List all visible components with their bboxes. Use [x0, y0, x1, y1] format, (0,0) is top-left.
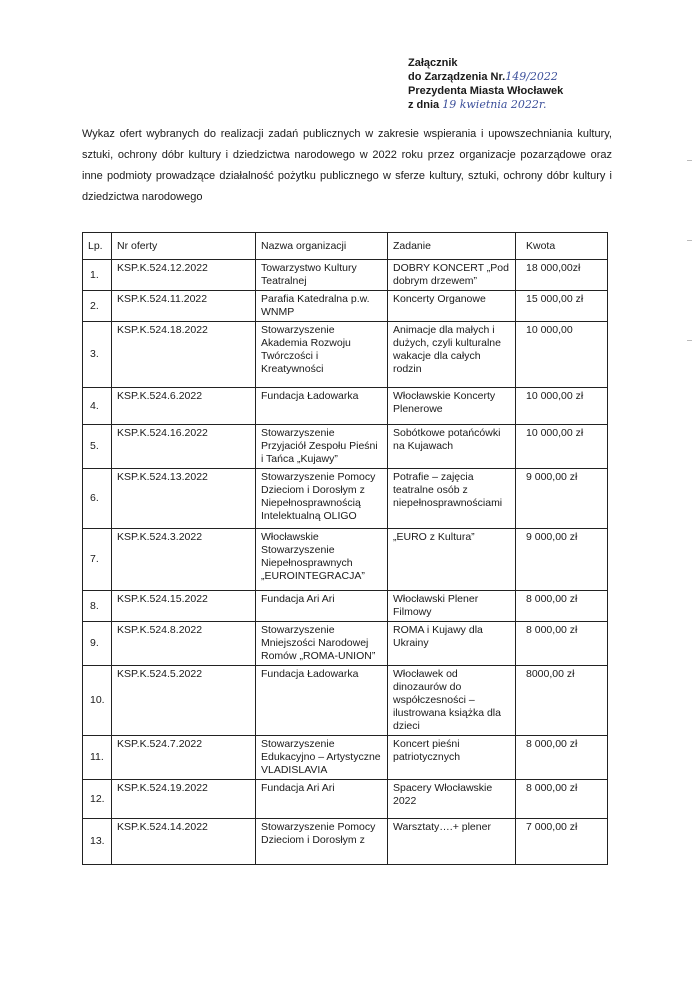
table-row: [83, 736, 608, 780]
organization-cell: Fundacja Ładowarka: [256, 388, 388, 425]
task-cell: Spacery Włocławskie 2022: [388, 780, 516, 819]
table-row: [83, 388, 608, 425]
row-number: 3.: [83, 322, 112, 388]
row-number: 1.: [83, 260, 112, 291]
amount-cell: 18 000,00zł: [516, 260, 608, 291]
amount-cell: 10 000,00 zł: [516, 388, 608, 425]
task-cell: ROMA i Kujawy dla Ukrainy: [388, 622, 516, 666]
date-line: [408, 98, 658, 112]
offer-number-cell: KSP.K.524.14.2022: [112, 819, 256, 865]
offer-number-cell: KSP.K.524.8.2022: [112, 622, 256, 666]
offer-number-cell: KSP.K.524.6.2022: [112, 388, 256, 425]
intro-paragraph: Wykaz ofert wybranych do realizacji zadań publicznych w zakresie wspierania i upowszechniania kultury, sztuki, ochrony dóbr kultury i dziedzictwa narodowego w 2022 roku przez organizacje pozarządowe oraz inne podmioty prowadzące działalność pożytku publicznego w sferze kultury, sztuki, ochrony dóbr kultury i dziedzictwa narodowego: [82, 128, 612, 203]
table-body: [83, 260, 608, 865]
row-number: 8.: [83, 591, 112, 622]
column-header-offer-number: Nr oferty: [112, 233, 256, 260]
task-cell: Włocławek od dinozaurów do współczesności – ilustrowana książka dla dzieci: [388, 666, 516, 736]
table-row: [83, 291, 608, 322]
offer-number-cell: KSP.K.524.11.2022: [112, 291, 256, 322]
organization-cell: Fundacja Ładowarka: [256, 666, 388, 736]
row-number: 6.: [83, 469, 112, 529]
amount-cell: 15 000,00 zł: [516, 291, 608, 322]
amount-cell: 10 000,00 zł: [516, 425, 608, 469]
task-cell: Warsztaty….+ plener: [388, 819, 516, 865]
column-header-amount: Kwota: [516, 233, 608, 260]
offer-number-cell: KSP.K.524.15.2022: [112, 591, 256, 622]
row-number: 10.: [83, 666, 112, 736]
row-number: 4.: [83, 388, 112, 425]
table-row: [83, 260, 608, 291]
organization-cell: Fundacja Ari Ari: [256, 591, 388, 622]
row-number: 7.: [83, 529, 112, 591]
column-header-organization: Nazwa organizacji: [256, 233, 388, 260]
attachment-label: Załącznik: [408, 57, 458, 69]
offer-number-cell: KSP.K.524.16.2022: [112, 425, 256, 469]
ordinance-number-handwritten: 149/2022: [505, 70, 558, 83]
table-row: [83, 322, 608, 388]
offer-number-cell: KSP.K.524.7.2022: [112, 736, 256, 780]
offer-number-cell: KSP.K.524.5.2022: [112, 666, 256, 736]
organization-cell: Parafia Katedralna p.w. WNMP: [256, 291, 388, 322]
task-cell: Włocławski Plener Filmowy: [388, 591, 516, 622]
attachment-header: [408, 56, 658, 112]
page-edge-mark: [687, 160, 692, 161]
task-cell: Koncert pieśni patriotycznych: [388, 736, 516, 780]
table-row: [83, 469, 608, 529]
task-cell: Włocławskie Koncerty Plenerowe: [388, 388, 516, 425]
offer-number-cell: KSP.K.524.12.2022: [112, 260, 256, 291]
column-header-task: Zadanie: [388, 233, 516, 260]
organization-cell: Stowarzyszenie Edukacyjno – Artystyczne VLADISLAVIA: [256, 736, 388, 780]
table-row: [83, 425, 608, 469]
amount-cell: 10 000,00: [516, 322, 608, 388]
table-row: [83, 591, 608, 622]
row-number: 12.: [83, 780, 112, 819]
ordinance-prefix: do Zarządzenia Nr.: [408, 71, 506, 83]
table-row: [83, 666, 608, 736]
task-cell: Animacje dla małych i dużych, czyli kulturalne wakacje dla całych rodzin: [388, 322, 516, 388]
organization-cell: Fundacja Ari Ari: [256, 780, 388, 819]
offers-table: [82, 232, 608, 865]
amount-cell: 7 000,00 zł: [516, 819, 608, 865]
amount-cell: 8 000,00 zł: [516, 780, 608, 819]
organization-cell: Stowarzyszenie Pomocy Dzieciom i Dorosłym z Niepełnosprawnością Intelektualną OLIGO: [256, 469, 388, 529]
row-number: 13.: [83, 819, 112, 865]
column-header-lp: Lp.: [83, 233, 112, 260]
row-number: 5.: [83, 425, 112, 469]
task-cell: Sobótkowe potańcówki na Kujawach: [388, 425, 516, 469]
row-number: 2.: [83, 291, 112, 322]
row-number: 11.: [83, 736, 112, 780]
table-row: [83, 622, 608, 666]
table-row: [83, 780, 608, 819]
page-edge-mark: [687, 340, 692, 341]
amount-cell: 8 000,00 zł: [516, 591, 608, 622]
organization-cell: Stowarzyszenie Przyjaciół Zespołu Pieśni i Tańca „Kujawy”: [256, 425, 388, 469]
amount-cell: 8 000,00 zł: [516, 736, 608, 780]
organization-cell: Stowarzyszenie Pomocy Dzieciom i Dorosłym z: [256, 819, 388, 865]
organization-cell: Stowarzyszenie Mniejszości Narodowej Romów „ROMA-UNION”: [256, 622, 388, 666]
row-number: 9.: [83, 622, 112, 666]
offer-number-cell: KSP.K.524.3.2022: [112, 529, 256, 591]
table-row: [83, 529, 608, 591]
task-cell: DOBRY KONCERT „Pod dobrym drzewem”: [388, 260, 516, 291]
task-cell: Koncerty Organowe: [388, 291, 516, 322]
organization-cell: Włocławskie Stowarzyszenie Niepełnosprawnych „EUROINTEGRACJA”: [256, 529, 388, 591]
amount-cell: 9 000,00 zł: [516, 529, 608, 591]
task-cell: Potrafie – zajęcia teatralne osób z niepełnosprawnościami: [388, 469, 516, 529]
page-edge-mark: [687, 240, 692, 241]
amount-cell: 9 000,00 zł: [516, 469, 608, 529]
issuer-line: Prezydenta Miasta Włocławek: [408, 85, 564, 97]
ordinance-line: [408, 70, 658, 84]
task-cell: „EURO z Kultura”: [388, 529, 516, 591]
date-handwritten: 19 kwietnia 2022r.: [442, 98, 547, 111]
table-header-row: [83, 233, 608, 260]
organization-cell: Stowarzyszenie Akademia Rozwoju Twórczości i Kreatywności: [256, 322, 388, 388]
offer-number-cell: KSP.K.524.13.2022: [112, 469, 256, 529]
table-row: [83, 819, 608, 865]
date-prefix: z dnia: [408, 99, 440, 111]
offer-number-cell: KSP.K.524.18.2022: [112, 322, 256, 388]
amount-cell: 8000,00 zł: [516, 666, 608, 736]
organization-cell: Towarzystwo Kultury Teatralnej: [256, 260, 388, 291]
offer-number-cell: KSP.K.524.19.2022: [112, 780, 256, 819]
amount-cell: 8 000,00 zł: [516, 622, 608, 666]
